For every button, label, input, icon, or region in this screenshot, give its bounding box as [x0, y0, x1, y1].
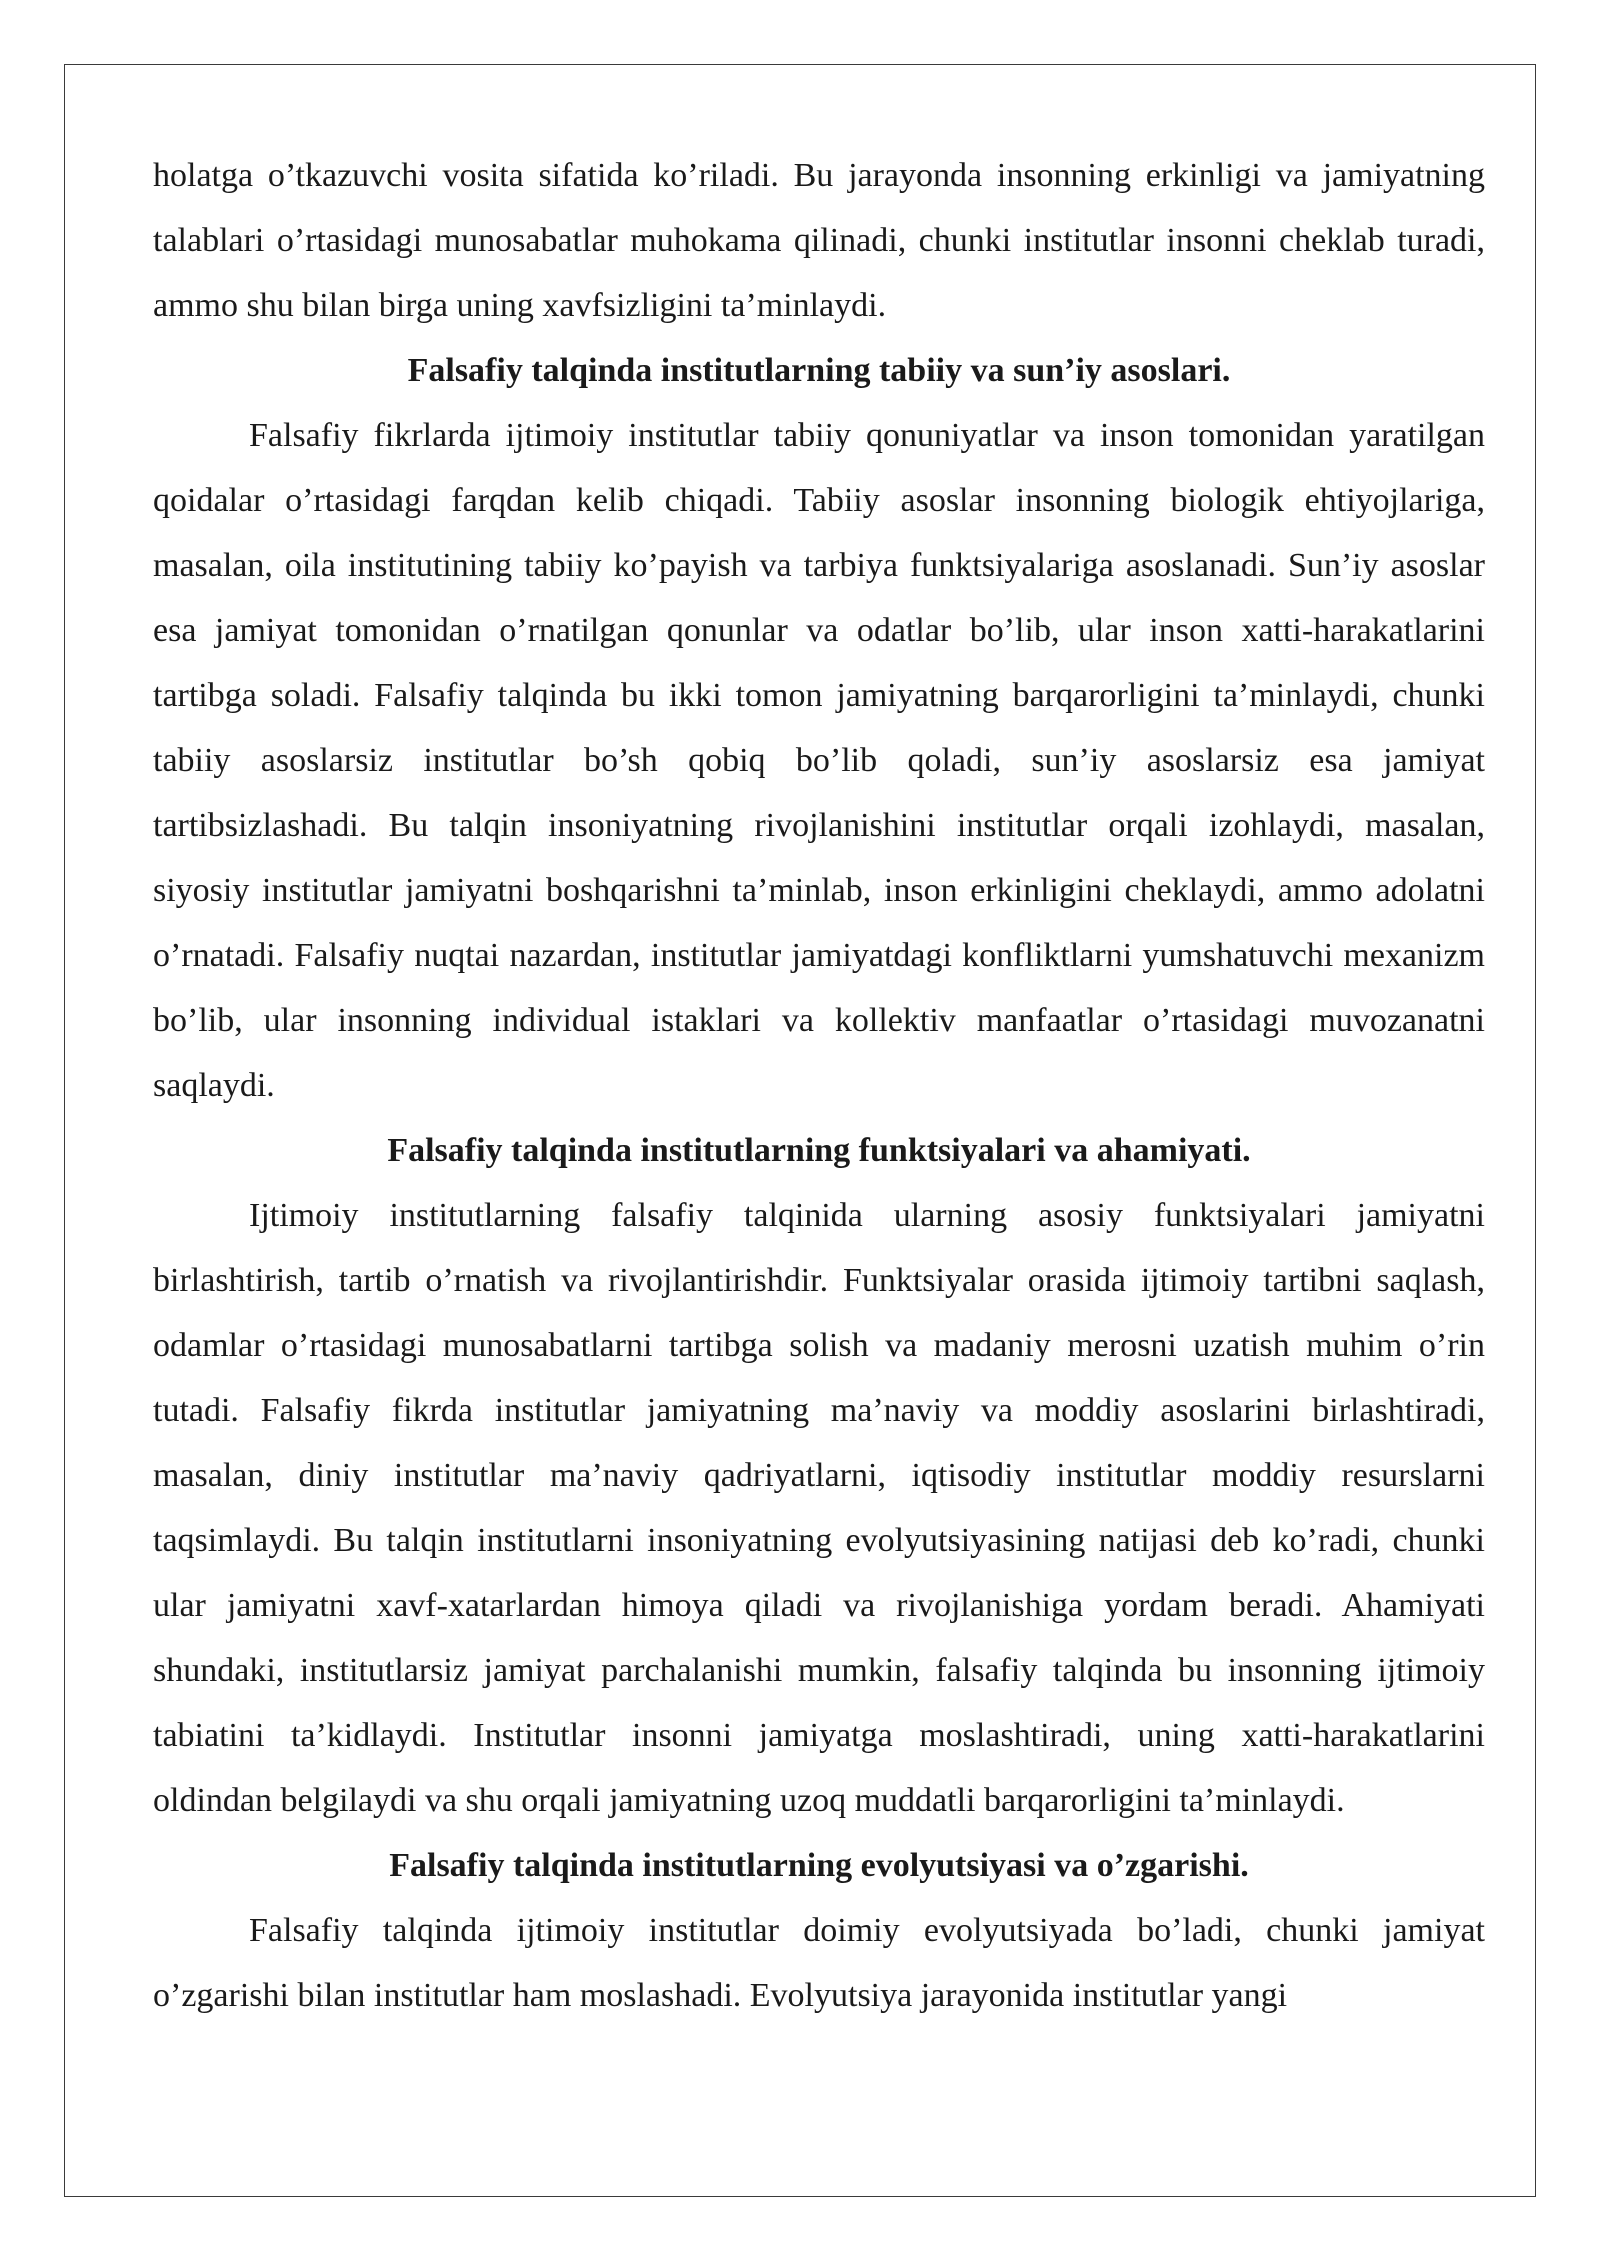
document-body	[153, 143, 1485, 2028]
paragraph-evolution: Falsafiy talqinda ijtimoiy institutlar doimiy evolyutsiyada bo’ladi, chunki jamiyat o’zgarishi bilan institutlar ham moslashadi. Evolyutsiya jarayonida institutlar yangi	[153, 1912, 1485, 2014]
section-heading-functions-importance: Falsafiy talqinda institutlarning funktsiyalari va ahamiyati.	[387, 1132, 1251, 1169]
section-heading-evolution-change: Falsafiy talqinda institutlarning evolyutsiyasi va o’zgarishi.	[389, 1847, 1249, 1884]
paragraph-foundations: Falsafiy fikrlarda ijtimoiy institutlar tabiiy qonuniyatlar va inson tomonidan yaratilgan qoidalar o’rtasidagi farqdan kelib chiqadi. Tabiiy asoslar insonning biologik ehtiyojlariga, masalan, oila institutining tabiiy ko’payish va tarbiya funktsiyalariga asoslanadi. Sun’iy asoslar esa jamiyat tomonidan o’rnatilgan qonunlar va odatlar bo’lib, ular inson xatti-harakatlarini tartibga soladi. Falsafiy talqinda bu ikki tomon jamiyatning barqarorligini ta’minlaydi, chunki tabiiy asoslarsiz institutlar bo’sh qobiq bo’lib qoladi, sun’iy asoslarsiz esa jamiyat tartibsizlashadi. Bu talqin insoniyatning rivojlanishini institutlar orqali izohlaydi, masalan, siyosiy institutlar jamiyatni boshqarishni ta’minlab, inson erkinligini cheklaydi, ammo adolatni o’rnatadi. Falsafiy nuqtai nazardan, institutlar jamiyatdagi konfliktlarni yumshatuvchi mexanizm bo’lib, ular insonning individual istaklari va kollektiv manfaatlar o’rtasidagi muvozanatni saqlaydi.	[153, 417, 1485, 1104]
paragraph-functions: Ijtimoiy institutlarning falsafiy talqinida ularning asosiy funktsiyalari jamiyatni birlashtirish, tartib o’rnatish va rivojlantirishdir. Funktsiyalar orasida ijtimoiy tartibni saqlash, odamlar o’rtasidagi munosabatlarni tartibga solish va madaniy merosni uzatish muhim o’rin tutadi. Falsafiy fikrda institutlar jamiyatning ma’naviy va moddiy asoslarini birlashtiradi, masalan, diniy institutlar ma’naviy qadriyatlarni, iqtisodiy institutlar moddiy resurslarni taqsimlaydi. Bu talqin institutlarni insoniyatning evolyutsiyasining natijasi deb ko’radi, chunki ular jamiyatni xavf-xatarlardan himoya qiladi va rivojlanishiga yordam beradi. Ahamiyati shundaki, institutlarsiz jamiyat parchalanishi mumkin, falsafiy talqinda bu insonning ijtimoiy tabiatini ta’kidlaydi. Institutlar insonni jamiyatga moslashtiradi, uning xatti-harakatlarini oldindan belgilaydi va shu orqali jamiyatning uzoq muddatli barqarorligini ta’minlaydi.	[153, 1197, 1485, 1819]
paragraph-continuation: holatga o’tkazuvchi vosita sifatida ko’riladi. Bu jarayonda insonning erkinligi va jamiyatning talablari o’rtasidagi munosabatlar muhokama qilinadi, chunki institutlar insonni cheklab turadi, ammo shu bilan birga uning xavfsizligini ta’minlaydi.	[153, 157, 1485, 324]
section-heading-natural-artificial-foundations: Falsafiy talqinda institutlarning tabiiy va sun’iy asoslari.	[407, 352, 1231, 389]
